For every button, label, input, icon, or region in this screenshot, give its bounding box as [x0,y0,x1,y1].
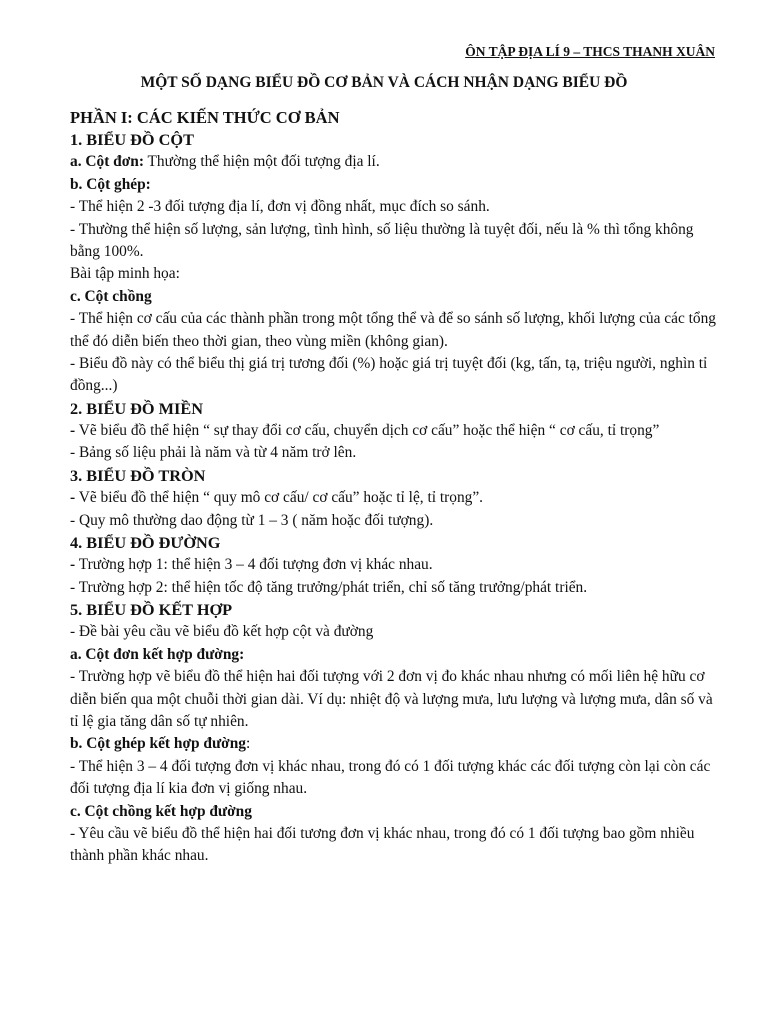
paragraph-grouped-column-1: - Thể hiện 2 -3 đối tượng địa lí, đơn vị đồng nhất, mục đích so sánh. [70,198,490,216]
paragraph-area-1 [70,420,720,442]
text-area-1: Vẽ biểu đồ thể hiện “ sự thay đổi cơ cấu, chuyển dịch cơ cấu” hoặc thể hiện “ cơ cấu, tỉ trọng” [75,422,660,440]
paragraph-line-2: - Trường hợp 2: thể hiện tốc độ tăng trưởng/phát triển, chỉ số tăng trưởng/phát triển. [70,578,588,596]
paragraph-stacked-column-1: - Thể hiện cơ cấu của các thành phần trong một tổng thể và để so sánh số lượng, khối lượng của các tổng thể đó diễn biến theo thời gian, theo vùng miền (không gian). [70,310,717,350]
label-grouped-column-line: b. Cột ghép kết hợp đường [70,735,246,753]
section-heading-pie-chart: 3. BIỂU ĐỒ TRÒN [70,465,206,485]
paragraph-stacked-column-2: - Biểu đồ này có thể biểu thị giá trị tương đối (%) hoặc giá trị tuyệt đối (kg, tấn, tạ, triệu người, nghìn tỉ đồng...) [70,354,708,395]
paragraph-line-1 [70,554,720,576]
bold-dash: - [70,489,76,507]
text-line-1: Trường hợp 1: thể hiện 3 – 4 đối tượng đơn vị khác nhau. [75,556,433,574]
paragraph-area-2: - Bảng số liệu phải là năm và từ 4 năm trở lên. [70,444,357,462]
part-heading: PHẦN I: CÁC KIẾN THỨC CƠ BẢN [70,108,340,127]
subheading-stacked-column-line: c. Cột chồng kết hợp đường [70,802,252,820]
section-heading-column-chart: 1. BIỂU ĐỒ CỘT [70,130,194,149]
paragraph-pie-1 [70,487,720,509]
text-pie-1: Vẽ biểu đồ thể hiện “ quy mô cơ cấu/ cơ cấu” hoặc tỉ lệ, tỉ trọng”. [75,489,484,507]
paragraph-exercise-label: Bài tập minh họa: [70,265,180,283]
document-body [70,107,720,868]
subheading-stacked-column: c. Cột chồng [70,287,152,305]
paragraph-grouped-column-2: - Thường thể hiện số lượng, sản lượng, tình hình, số liệu thường là tuyệt đối, nếu là % thì tổng không bằng 100%. [70,220,694,260]
subheading-grouped-column: b. Cột ghép: [70,175,151,193]
label-simple-column: a. Cột đơn: [70,153,144,171]
section-heading-combined-chart: 5. BIỂU ĐỒ KẾT HỢP [70,600,233,620]
paragraph-simple-column [70,151,720,173]
bold-dash: - [70,556,76,574]
paragraph-grouped-column-line: - Thể hiện 3 – 4 đối tượng đơn vị khác nhau, trong đó có 1 đối tượng khác các đối tượng còn lại còn các đối tượng địa lí kia đơn vị giống nhau. [70,757,711,798]
bold-dash: - [70,422,76,440]
document-title: MỘT SỐ DẠNG BIỂU ĐỒ CƠ BẢN VÀ CÁCH NHẬN DẠNG BIỂU ĐỒ [140,74,628,91]
label-colon: : [245,735,251,753]
running-header: ÔN TẬP ĐỊA LÍ 9 – THCS THANH XUÂN [465,44,715,59]
subheading-simple-column-line: a. Cột đơn kết hợp đường: [70,645,245,663]
subheading-grouped-column-line [70,733,720,755]
paragraph-combined-intro: - Đề bài yêu cầu vẽ biểu đồ kết hợp cột và đường [70,623,374,641]
paragraph-simple-column-line: - Trường hợp vẽ biểu đồ thể hiện hai đối tượng với 2 đơn vị đo khác nhau nhưng có mối liên hệ hữu cơ diễn biến qua một chuỗi thời gian dài. Ví dụ: nhiệt độ và lượng mưa, lưu lượng và lượng mưa, dân số và tỉ lệ gia tăng dân số tự nhiên. [70,668,713,731]
section-heading-area-chart: 2. BIỂU ĐỒ MIỀN [70,398,203,418]
section-heading-line-chart: 4. BIỂU ĐỒ ĐƯỜNG [70,532,221,552]
paragraph-pie-2: - Quy mô thường dao động từ 1 – 3 ( năm hoặc đối tượng). [70,511,434,529]
text-simple-column: Thường thể hiện một đối tượng địa lí. [143,153,380,171]
paragraph-stacked-column-line: - Yêu cầu vẽ biểu đồ thể hiện hai đối tương đơn vị khác nhau, trong đó có 1 đối tượng bao gồm nhiều thành phần khác nhau. [70,825,695,865]
